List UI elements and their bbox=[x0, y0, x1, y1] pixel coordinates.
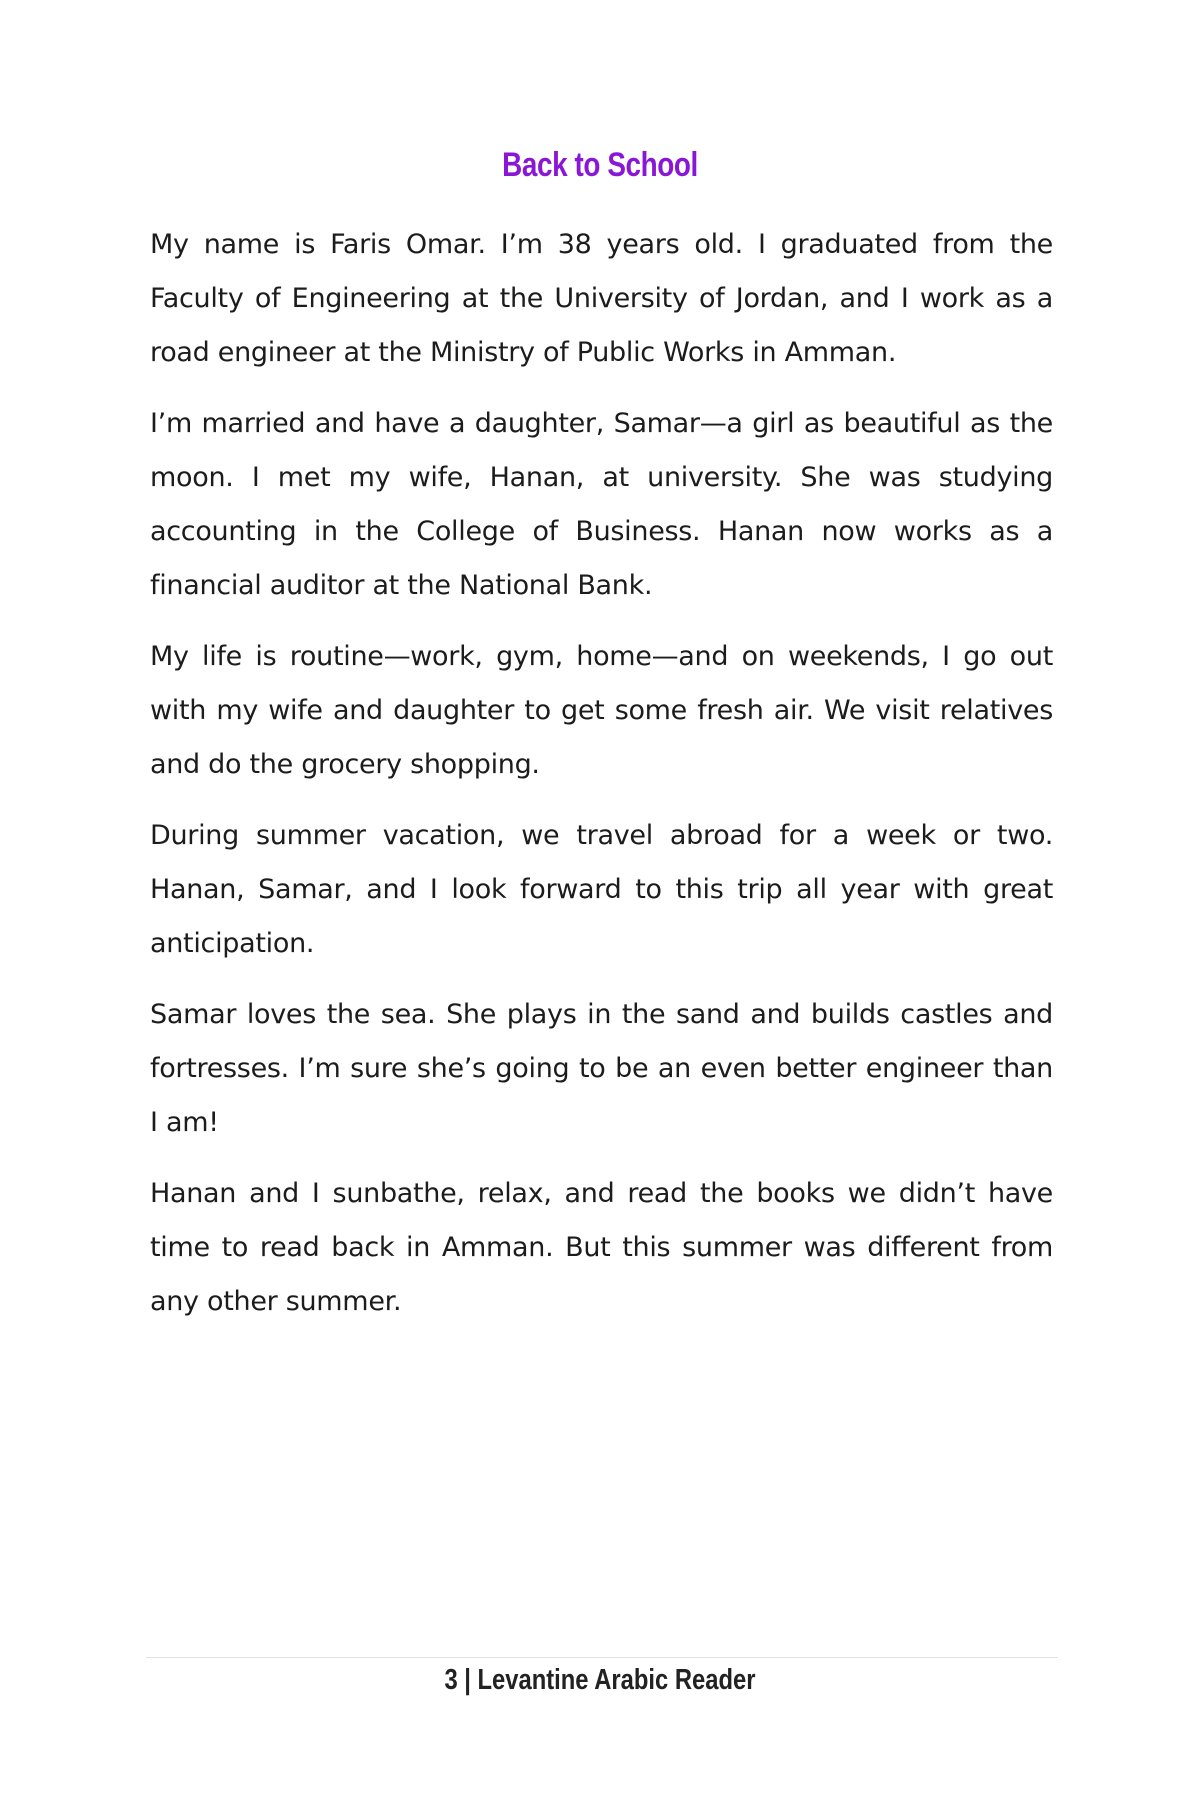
page-number: 3 bbox=[444, 1664, 458, 1696]
paragraph-1: My name is Faris Omar. I’m 38 years old. I graduated from the Faculty of Engineering at the University of Jordan, and I work as a road engineer at the Ministry of Public Works in Amman. bbox=[150, 229, 1053, 368]
paragraph-4: During summer vacation, we travel abroad for a week or two. Hanan, Samar, and I look forward to this trip all year with great anticipation. bbox=[150, 820, 1053, 959]
paragraph-2: I’m married and have a daughter, Samar—a girl as beautiful as the moon. I met my wife, Hanan, at university. She was studying accounting in the College of Business. Hanan now works as a financial auditor at the National Bank. bbox=[150, 408, 1053, 601]
page-title: Back to School bbox=[502, 146, 698, 184]
paragraph-6: Hanan and I sunbathe, relax, and read the books we didn’t have time to read back in Amman. But this summer was different from any other summer. bbox=[150, 1178, 1053, 1317]
body-text bbox=[150, 218, 1053, 1346]
paragraph-5: Samar loves the sea. She plays in the sand and builds castles and fortresses. I’m sure she’s going to be an even better engineer than I am! bbox=[150, 999, 1053, 1138]
page-footer bbox=[108, 1664, 1092, 1697]
footer-divider bbox=[146, 1657, 1058, 1658]
paragraph-3: My life is routine—work, gym, home—and on weekends, I go out with my wife and daughter to get some fresh air. We visit relatives and do the grocery shopping. bbox=[150, 641, 1053, 780]
book-title: Levantine Arabic Reader bbox=[477, 1664, 756, 1696]
footer-separator: | bbox=[464, 1664, 471, 1696]
